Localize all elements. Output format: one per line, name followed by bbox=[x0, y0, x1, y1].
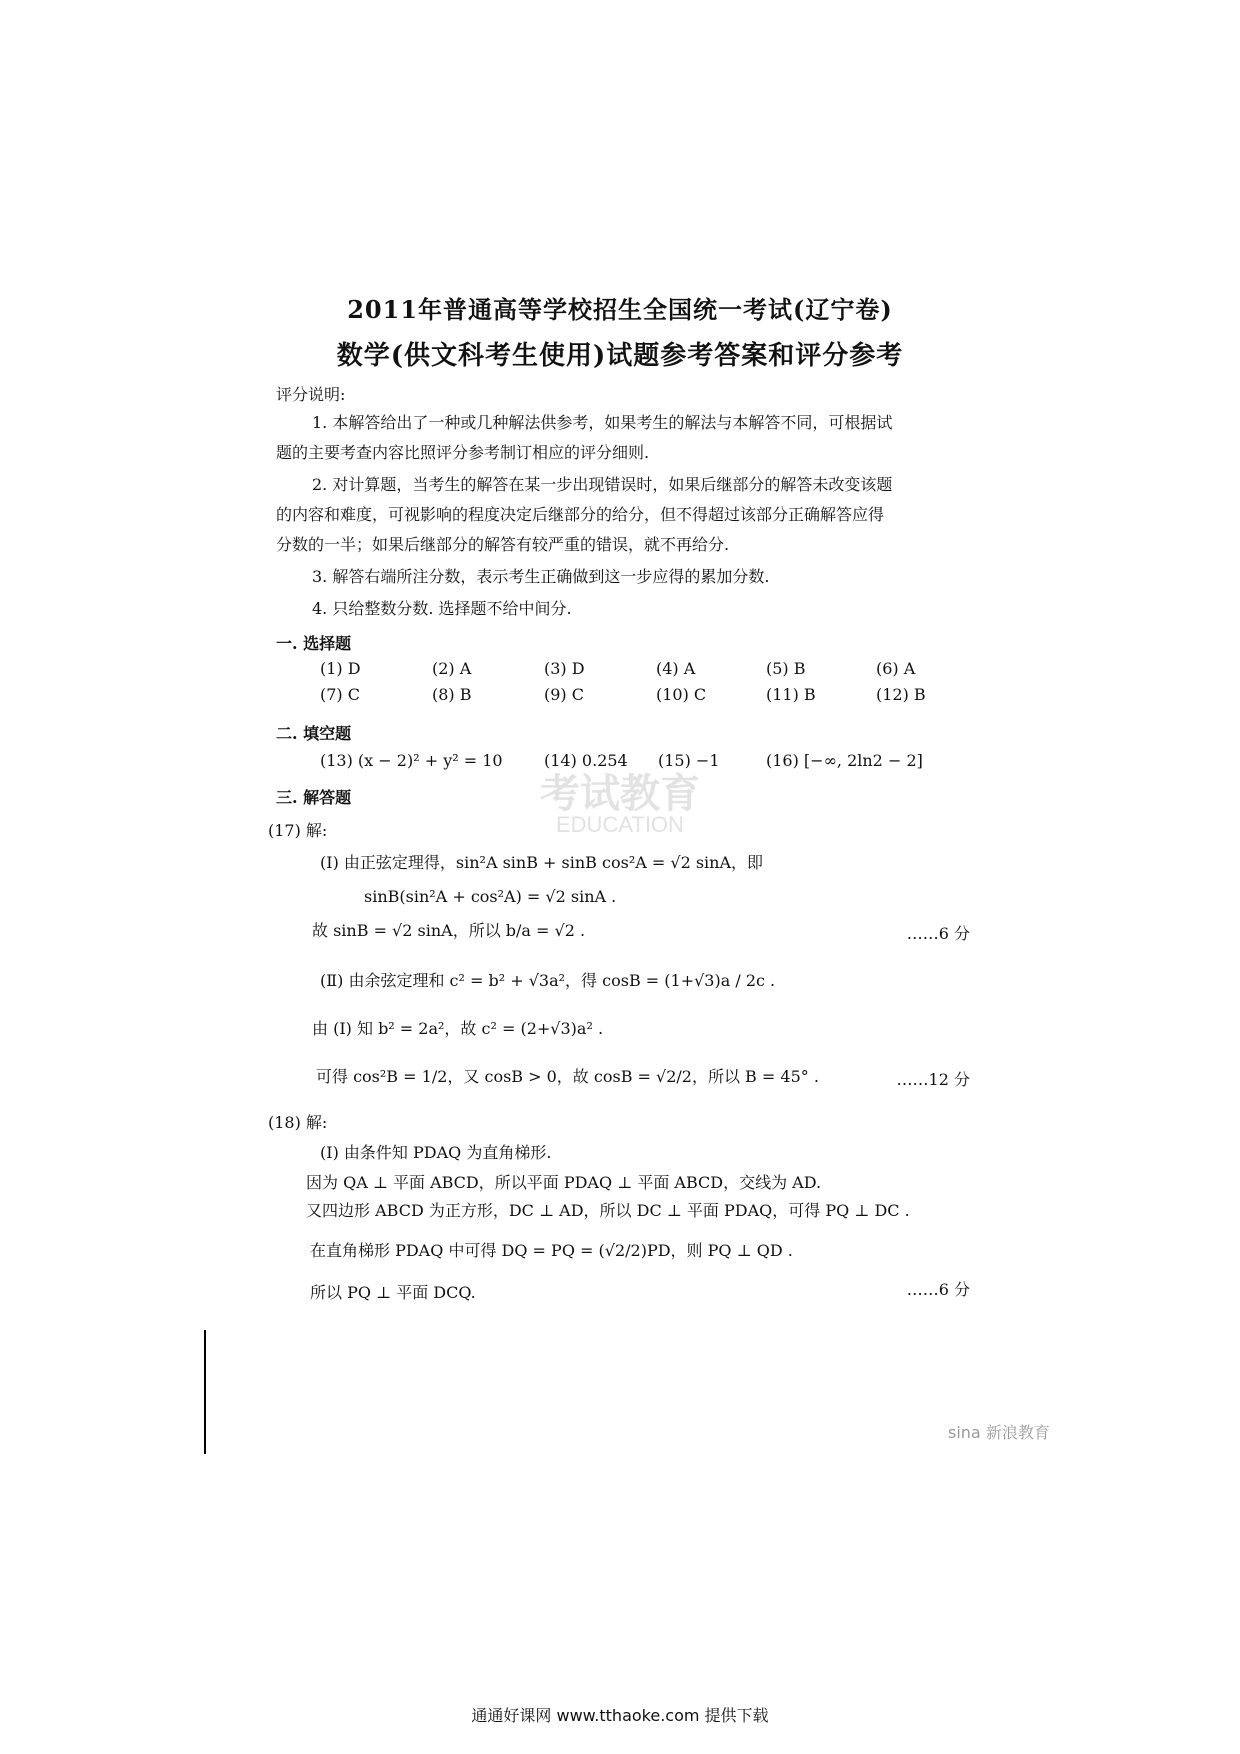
grading-note-1a: 1. 本解答给出了一种或几种解法供参考，如果考生的解法与本解答不同，可根据试 bbox=[312, 413, 893, 432]
answer-item: (3) D bbox=[544, 659, 585, 678]
fill-answer-16: (16) [−∞, 2ln2 − 2] bbox=[766, 751, 923, 770]
score-mark: ……6 分 bbox=[906, 924, 970, 943]
grading-note-2a: 2. 对计算题，当考生的解答在某一步出现错误时，如果后继部分的解答未改变该题 bbox=[312, 475, 893, 494]
grading-heading: 评分说明: bbox=[276, 385, 346, 404]
document-subtitle: 数学(供文科考生使用)试题参考答案和评分参考 bbox=[336, 341, 904, 371]
problem-17-line: 由 (Ⅰ) 知 b² = 2a²，故 c² = (2+√3)a² . bbox=[312, 1019, 604, 1038]
answer-item: (12) B bbox=[876, 685, 926, 704]
problem-17-line: 可得 cos²B = 1/2，又 cosB > 0，故 cosB = √2/2，所以 B = 45° . bbox=[316, 1067, 819, 1086]
fill-answer-13: (13) (x − 2)² + y² = 10 bbox=[320, 751, 503, 770]
problem-18-line: 在直角梯形 PDAQ 中可得 DQ = PQ = (√2/2)PD，则 PQ ⊥ QD . bbox=[310, 1241, 793, 1260]
answer-item: (7) C bbox=[320, 685, 360, 704]
answer-item: (2) A bbox=[432, 659, 472, 678]
problem-18-label: (18) 解: bbox=[268, 1113, 328, 1132]
problem-17-line: sinB(sin²A + cos²A) = √2 sinA . bbox=[364, 887, 617, 906]
answer-item: (8) B bbox=[432, 685, 472, 704]
grading-note-2b: 的内容和难度，可视影响的程度决定后继部分的给分，但不得超过该部分正确解答应得 bbox=[276, 505, 885, 524]
problem-18-line: 又四边形 ABCD 为正方形，DC ⊥ AD，所以 DC ⊥ 平面 PDAQ，可得 PQ ⊥ DC . bbox=[306, 1201, 910, 1220]
grading-note-4: 4. 只给整数分数. 选择题不给中间分. bbox=[312, 599, 572, 618]
sina-logo: sina 新浪教育 bbox=[948, 1423, 1050, 1442]
grading-note-1b: 题的主要考查内容比照评分参考制订相应的评分细则. bbox=[276, 443, 650, 462]
watermark-text: EDUCATION bbox=[556, 812, 684, 837]
answer-item: (5) B bbox=[766, 659, 806, 678]
problem-17-line: 故 sinB = √2 sinA，所以 b/a = √2 . bbox=[312, 921, 586, 940]
problem-18-line: 因为 QA ⊥ 平面 ABCD，所以平面 PDAQ ⊥ 平面 ABCD，交线为 AD. bbox=[306, 1173, 822, 1192]
watermark-text: 考试教育 bbox=[540, 772, 700, 816]
section-choice-heading: 一. 选择题 bbox=[276, 634, 352, 653]
score-mark: ……6 分 bbox=[906, 1280, 970, 1299]
footer-credit: 通通好课网 www.tthaoke.com 提供下载 bbox=[471, 1706, 769, 1725]
answer-item: (10) C bbox=[656, 685, 707, 704]
answer-item: (6) A bbox=[876, 659, 916, 678]
answer-item: (1) D bbox=[320, 659, 361, 678]
answer-item: (9) C bbox=[544, 685, 584, 704]
problem-17-label: (17) 解: bbox=[268, 821, 328, 840]
grading-note-2c: 分数的一半；如果后继部分的解答有较严重的错误，就不再给分. bbox=[276, 535, 730, 554]
problem-18-line: 所以 PQ ⊥ 平面 DCQ. bbox=[310, 1283, 476, 1302]
problem-18-line: (Ⅰ) 由条件知 PDAQ 为直角梯形. bbox=[320, 1143, 552, 1162]
answer-item: (11) B bbox=[766, 685, 816, 704]
section-fill-heading: 二. 填空题 bbox=[276, 724, 352, 743]
fill-answer-14: (14) 0.254 bbox=[544, 751, 628, 770]
problem-17-line: (Ⅱ) 由余弦定理和 c² = b² + √3a²，得 cosB = (1+√3)a / 2c . bbox=[320, 971, 776, 990]
problem-17-line: (Ⅰ) 由正弦定理得，sin²A sinB + sinB cos²A = √2 sinA，即 bbox=[320, 853, 764, 872]
score-mark: ……12 分 bbox=[896, 1070, 970, 1089]
grading-note-3: 3. 解答右端所注分数，表示考生正确做到这一步应得的累加分数. bbox=[312, 567, 770, 586]
section-solution-heading: 三. 解答题 bbox=[276, 788, 352, 807]
document-title: 2011年普通高等学校招生全国统一考试(辽宁卷) bbox=[347, 295, 893, 324]
fill-answer-15: (15) −1 bbox=[658, 751, 720, 770]
answer-item: (4) A bbox=[656, 659, 696, 678]
scan-margin-line bbox=[204, 1330, 206, 1454]
